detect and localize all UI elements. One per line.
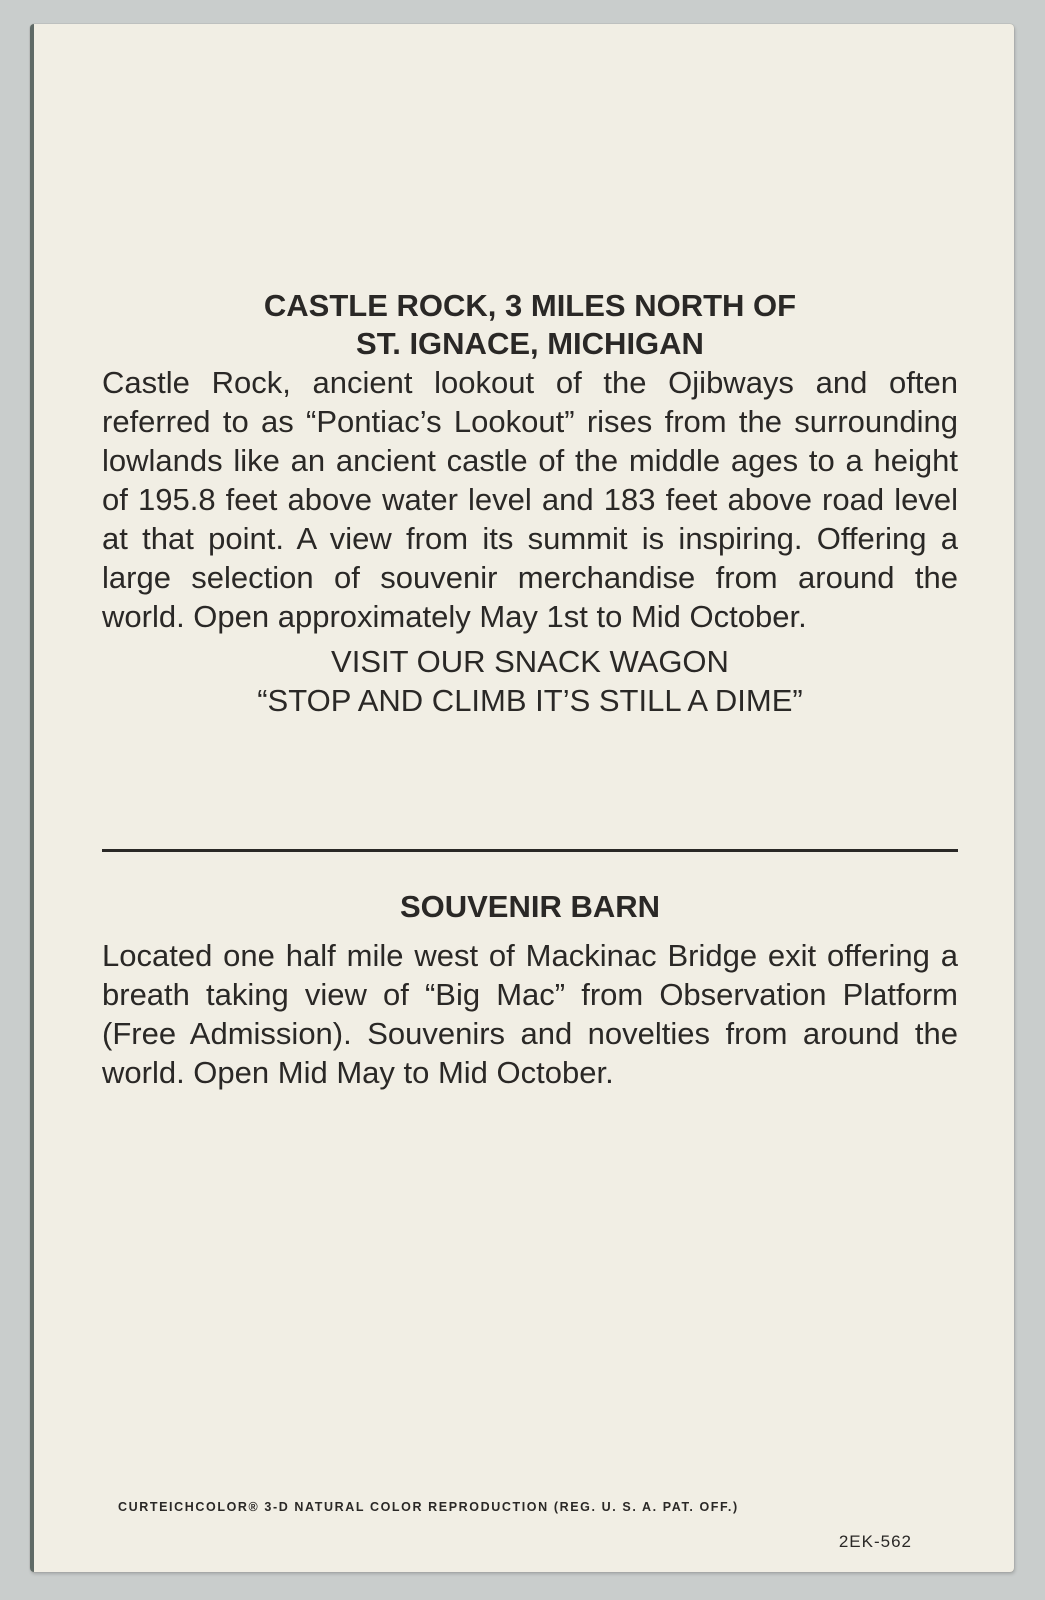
castle-rock-title-line2: ST. IGNACE, MICHIGAN — [356, 326, 704, 361]
castle-rock-title-line1: CASTLE ROCK, 3 MILES NORTH OF — [263, 288, 797, 323]
section-divider — [102, 849, 958, 852]
printer-credit: CURTEICHCOLOR® 3-D NATURAL COLOR REPRODUCTION (REG. U. S. A. PAT. OFF.) — [118, 1500, 739, 1514]
card-code: 2EK-562 — [838, 1532, 912, 1551]
souvenir-barn-description: Located one half mile west of Mackinac Bridge exit offering a breath taking view of “Big Mac” from Observation Platform (Free Admission). Souvenirs and novelties from around the world. Open Mid May to Mid October. — [102, 938, 958, 1090]
climb-slogan-line: “STOP AND CLIMB IT’S STILL A DIME” — [257, 683, 803, 718]
souvenir-barn-title: SOUVENIR BARN — [399, 889, 661, 924]
castle-rock-description: Castle Rock, ancient lookout of the Ojibways and often referred to as “Pontiac’s Lookout” rises from the surrounding lowlands like an ancient castle of the middle ages to a height of 195.8 feet above water level and 183 feet above road level at that point. A view from its summit is inspiring. Offering a large selection of souvenir merchandise from around the world. Open approximately May 1st to Mid October. — [102, 365, 958, 634]
postcard-back — [30, 24, 1014, 1572]
snack-wagon-line: VISIT OUR SNACK WAGON — [331, 644, 729, 679]
souvenir-barn-section — [102, 888, 958, 1092]
castle-rock-section — [102, 287, 958, 720]
section-divider-wrap — [102, 849, 958, 852]
